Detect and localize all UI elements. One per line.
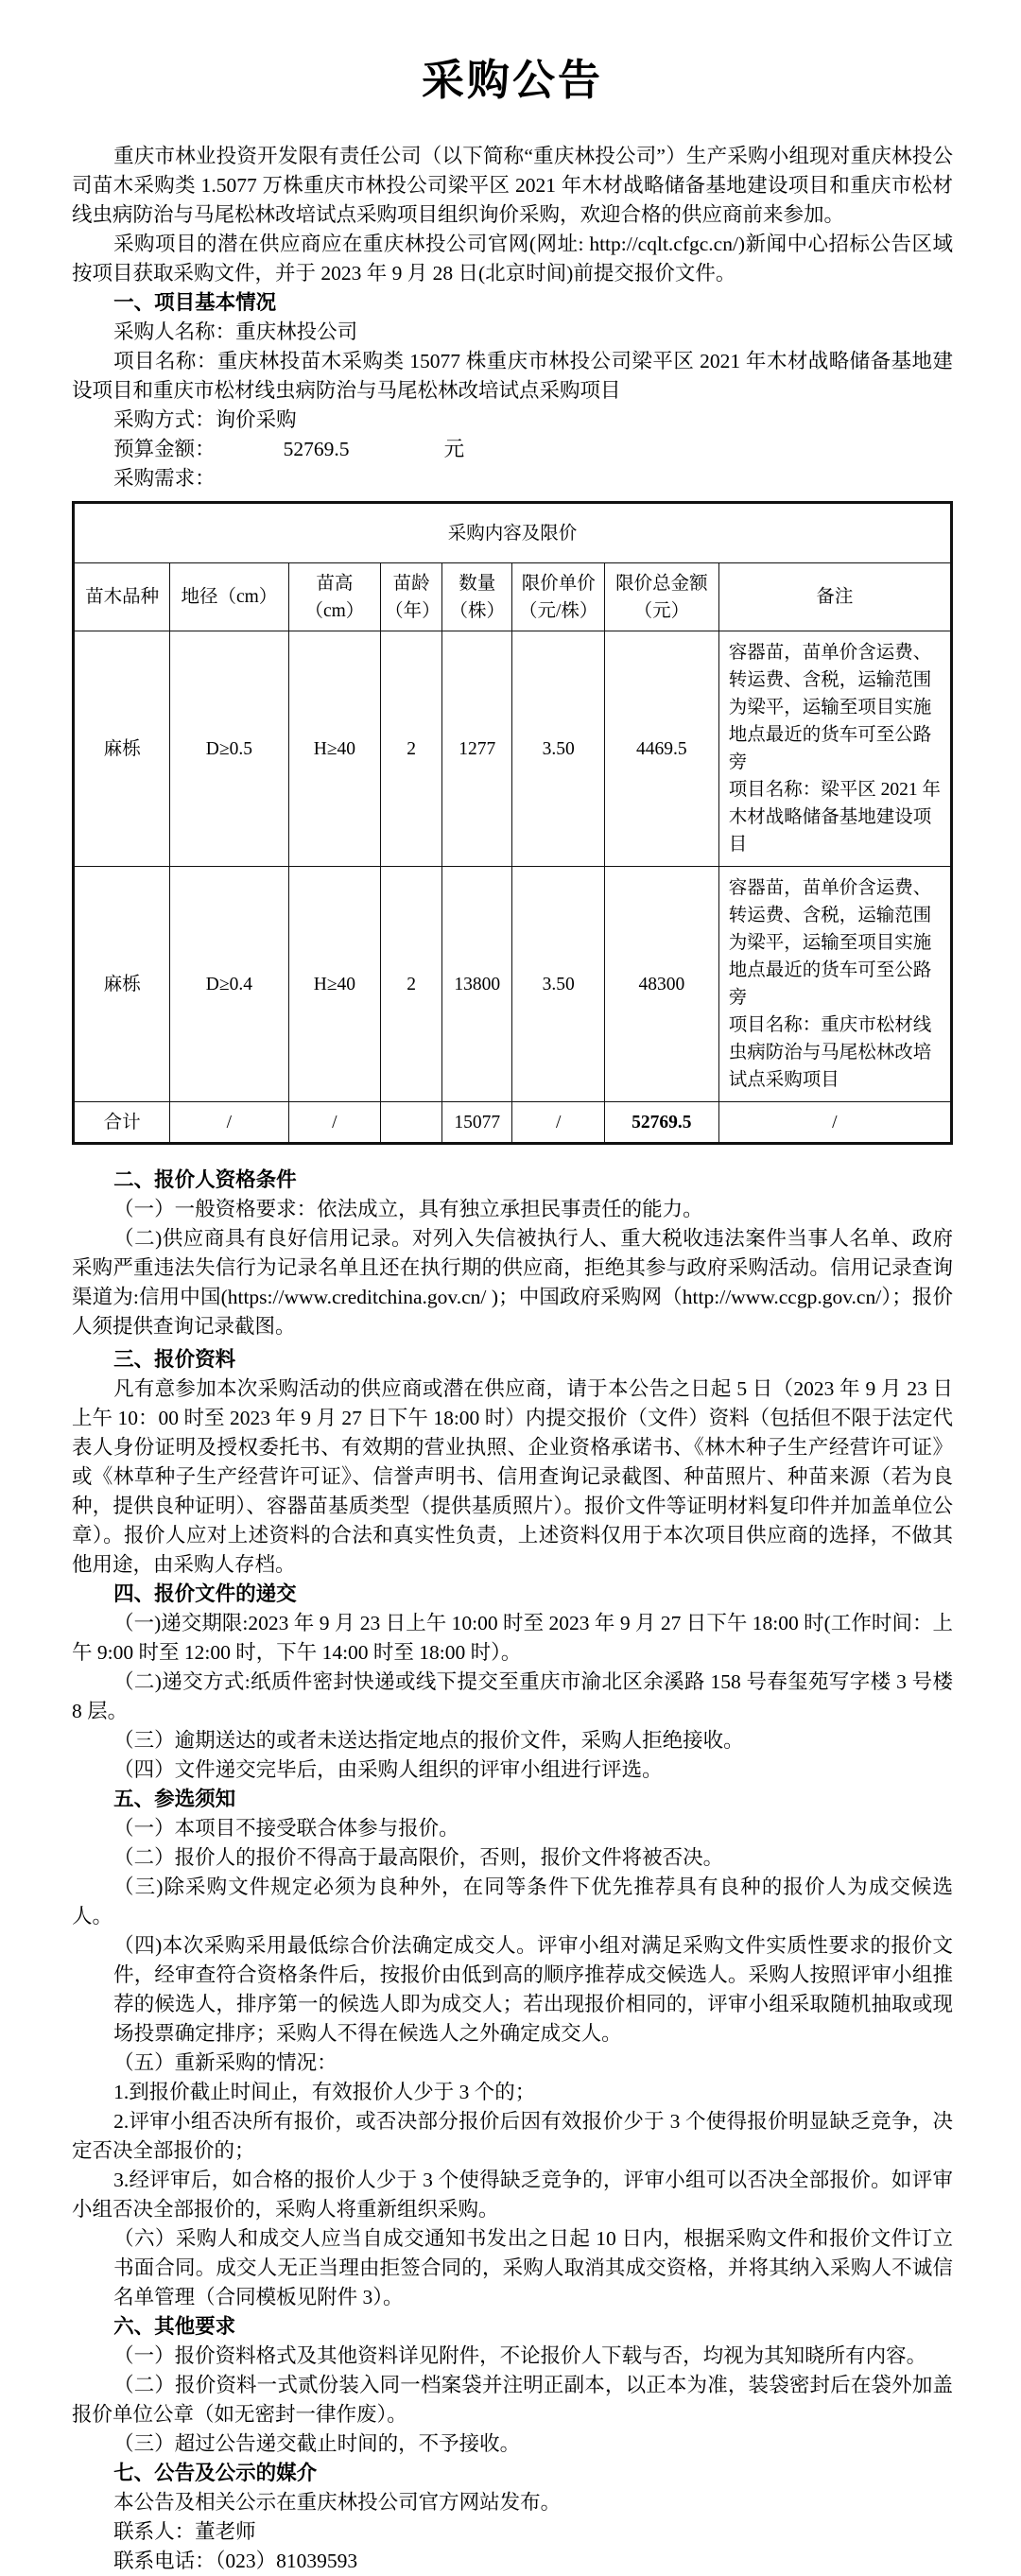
intro-paragraph-1: 重庆市林业投资开发限有责任公司（以下简称“重庆林投公司”）生产采购小组现对重庆林投公司苗木采购类 1.5077 万株重庆市林投公司梁平区 2021 年木材战略储备基地建设项目和重庆市松材线虫病防治与马尾松林改培试点采购项目组织询价采购，欢迎合格的供应商前来参加。 <box>72 145 953 226</box>
table-caption: 采购内容及限价 <box>74 503 952 563</box>
section5-item-3: （三)除采购文件规定必须为良种外，在同等条件下优先推荐具有良种的报价人为成交候选人。 <box>72 1876 953 1928</box>
col-header-age: 苗龄（年） <box>381 563 442 631</box>
section2-item-1: （一）一般资格要求：依法成立，具有独立承担民事责任的能力。 <box>113 1198 703 1220</box>
section6-item-2: （二）报价资料一式贰份装入同一档案袋并注明正副本，以正本为准，装袋密封后在袋外加盖报价单位公章（如无密封一律作废）。 <box>72 2374 953 2426</box>
page-title: 采购公告 <box>421 57 603 104</box>
section4-item-1: （一)递交期限:2023 年 9 月 23 日上午 10:00 时至 2023 年 9 月 27 日下午 18:00 时(工作时间：上午 9:00 时至 12:00 时，下午 14:00 时至 18:00 时）。 <box>72 1612 953 1664</box>
procurement-method-line: 采购方式：询价采购 <box>113 408 297 431</box>
section3-heading: 三、报价资料 <box>113 1348 236 1371</box>
cell-height: H≥40 <box>288 631 381 867</box>
total-qty: 15077 <box>442 1102 512 1144</box>
section5-item-5: （五）重新采购的情况： <box>113 2051 337 2074</box>
intro-paragraph-2: 采购项目的潜在供应商应在重庆林投公司官网(网址: http://cqlt.cfgc.cn/)新闻中心招标公告区域按项目获取采购文件，并于 2023 年 9 月 28 日(北京时间)前提交报价文件。 <box>72 233 953 285</box>
cell-species: 麻栎 <box>74 867 170 1102</box>
table-row <box>74 631 952 867</box>
total-age <box>381 1102 442 1144</box>
section5-item-2: （二）报价人的报价不得高于最高限价，否则，报价文件将被否决。 <box>113 1846 724 1869</box>
demand-label-line: 采购需求： <box>113 467 216 490</box>
table-total-row <box>74 1102 952 1144</box>
cell-age: 2 <box>381 631 442 867</box>
section3-paragraph: 凡有意参加本次采购活动的供应商或潜在供应商，请于本公告之日起 5 日（2023 年 9 月 23 日上午 10：00 时至 2023 年 9 月 27 日下午 18:00 时）内提交报价（文件）资料（包括但不限于法定代表人身份证明及授权委托书、有效期的营业执照、企业资格承诺书、《林木种子生产经营许可证》或《林草种子生产经营许可证》、信誉声明书、信用查询记录截图、种苗照片、种苗来源（若为良种，提供良种证明）、容器苗基质类型（提供基质照片）。报价文件等证明材料复印件并加盖单位公章）。报价人应对上述资料的合法和真实性负责，上述资料仅用于本次项目供应商的选择，不做其他用途，由采购人存档。 <box>72 1377 953 1576</box>
section4-heading: 四、报价文件的递交 <box>113 1582 297 1605</box>
col-header-species: 苗木品种 <box>74 563 170 631</box>
total-price: 52769.5 <box>604 1102 718 1144</box>
section4-item-3: （三）逾期送达的或者未送达指定地点的报价文件，采购人拒绝接收。 <box>113 1729 744 1752</box>
section6-item-3: （三）超过公告递交截止时间的，不予接收。 <box>113 2432 521 2455</box>
budget-unit: 元 <box>443 438 465 460</box>
total-label: 合计 <box>74 1102 170 1144</box>
cell-diameter: D≥0.4 <box>170 867 288 1102</box>
project-name-line: 项目名称：重庆林投苗木采购类 15077 株重庆市林投公司梁平区 2021 年木材战略储备基地建设项目和重庆市松材线虫病防治与马尾松林改培试点采购项目 <box>72 350 953 402</box>
cell-height: H≥40 <box>288 867 381 1102</box>
section5-item-4: （四)本次采购采用最低综合价法确定成交人。评审小组对满足采购文件实质性要求的报价文件，经审查符合资格条件后，按报价由低到高的顺序推荐成交候选人。采购人按照评审小组推荐的候选人，排序第一的候选人即为成交人；若出现报价相同的，评审小组采取随机抽取或现场投票确定排序；采购人不得在候选人之外确定成交人。 <box>113 1934 953 2045</box>
procurement-table <box>72 501 953 1145</box>
col-header-qty: 数量（株） <box>442 563 512 631</box>
cell-remark <box>718 867 951 1102</box>
total-unit-price: / <box>512 1102 605 1144</box>
contact-name-line: 联系人：董老师 <box>113 2520 256 2543</box>
budget-label: 预算金额： <box>113 438 216 460</box>
total-diameter: / <box>170 1102 288 1144</box>
section5-subitem-1: 1.到报价截止时间止，有效报价人少于 3 个的； <box>113 2081 536 2103</box>
budget-line <box>72 435 953 464</box>
cell-diameter: D≥0.5 <box>170 631 288 867</box>
cell-qty: 1277 <box>442 631 512 867</box>
section1-heading: 一、项目基本情况 <box>113 291 277 314</box>
cell-unit-price: 3.50 <box>512 867 605 1102</box>
section4-item-2: （二)递交方式:纸质件密封快递或线下提交至重庆市渝北区余溪路 158 号春玺苑写字楼 3 号楼 8 层。 <box>72 1670 953 1722</box>
col-header-total-price: 限价总金额（元） <box>604 563 718 631</box>
section7-heading: 七、公告及公示的媒介 <box>113 2462 318 2484</box>
section5-item-6: （六）采购人和成交人应当自成交通知书发出之日起 10 日内，根据采购文件和报价文件订立书面合同。成交人无正当理由拒签合同的，采购人取消其成交资格，并将其纳入采购人不诚信名单管理（合同模板见附件 3）。 <box>113 2227 953 2308</box>
remark-main: 容器苗，苗单价含运费、转运费、含税，运输范围为梁平，运输至项目实施地点最近的货车可至公路旁 <box>728 878 932 1008</box>
cell-unit-price: 3.50 <box>512 631 605 867</box>
section5-subitem-3: 3.经评审后，如合格的报价人少于 3 个使得缺乏竞争的，评审小组可以否决全部报价。如评审小组否决全部报价的，采购人将重新组织采购。 <box>72 2169 953 2221</box>
section2-heading: 二、报价人资格条件 <box>113 1168 297 1191</box>
cell-qty: 13800 <box>442 867 512 1102</box>
budget-value: 52769.5 <box>283 438 350 460</box>
total-height: / <box>288 1102 381 1144</box>
table-header-row <box>74 563 952 631</box>
col-header-unit-price: 限价单价（元/株） <box>512 563 605 631</box>
total-remark: / <box>718 1102 951 1144</box>
table-row <box>74 867 952 1102</box>
remark-main: 容器苗，苗单价含运费、转运费、含税，运输范围为梁平，运输至项目实施地点最近的货车可至公路旁 <box>728 643 932 772</box>
cell-remark <box>718 631 951 867</box>
cell-total-price: 48300 <box>604 867 718 1102</box>
section6-item-1: （一）报价资料格式及其他资料详见附件，不论报价人下载与否，均视为其知晓所有内容。 <box>113 2344 927 2367</box>
buyer-name-line: 采购人名称：重庆林投公司 <box>113 320 358 343</box>
section4-item-4: （四）文件递交完毕后，由采购人组织的评审小组进行评选。 <box>113 1758 663 1781</box>
section6-heading: 六、其他要求 <box>113 2315 236 2338</box>
col-header-remark: 备注 <box>718 563 951 631</box>
section5-heading: 五、参选须知 <box>113 1788 236 1810</box>
cell-total-price: 4469.5 <box>604 631 718 867</box>
table-caption-row <box>74 503 952 563</box>
cell-age: 2 <box>381 867 442 1102</box>
section5-subitem-2: 2.评审小组否决所有报价，或否决部分报价后因有效报价少于 3 个使得报价明显缺乏竞争，决定否决全部报价的； <box>72 2110 953 2162</box>
section7-publish-line: 本公告及相关公示在重庆林投公司官方网站发布。 <box>113 2491 562 2514</box>
col-header-diameter: 地径（cm） <box>170 563 288 631</box>
remark-project: 项目名称：重庆市松材线虫病防治与马尾松林改培试点采购项目 <box>728 1015 932 1090</box>
contact-phone-line: 联系电话：（023）81039593 <box>113 2550 358 2572</box>
remark-project: 项目名称：梁平区 2021 年木材战略储备基地建设项目 <box>728 780 942 855</box>
cell-species: 麻栎 <box>74 631 170 867</box>
section5-item-1: （一）本项目不接受联合体参与报价。 <box>113 1817 459 1840</box>
col-header-height: 苗高（cm） <box>288 563 381 631</box>
section2-item-2: （二)供应商具有良好信用记录。对列入失信被执行人、重大税收违法案件当事人名单、政府采购严重违法失信行为记录名单且还在执行期的供应商，拒绝其参与政府采购活动。信用记录查询渠道为:信用中国(https://www.creditchina.gov.cn/ )；中国政府采购网（http://www.ccgp.gov.cn/）；报价人须提供查询记录截图。 <box>72 1227 953 1338</box>
